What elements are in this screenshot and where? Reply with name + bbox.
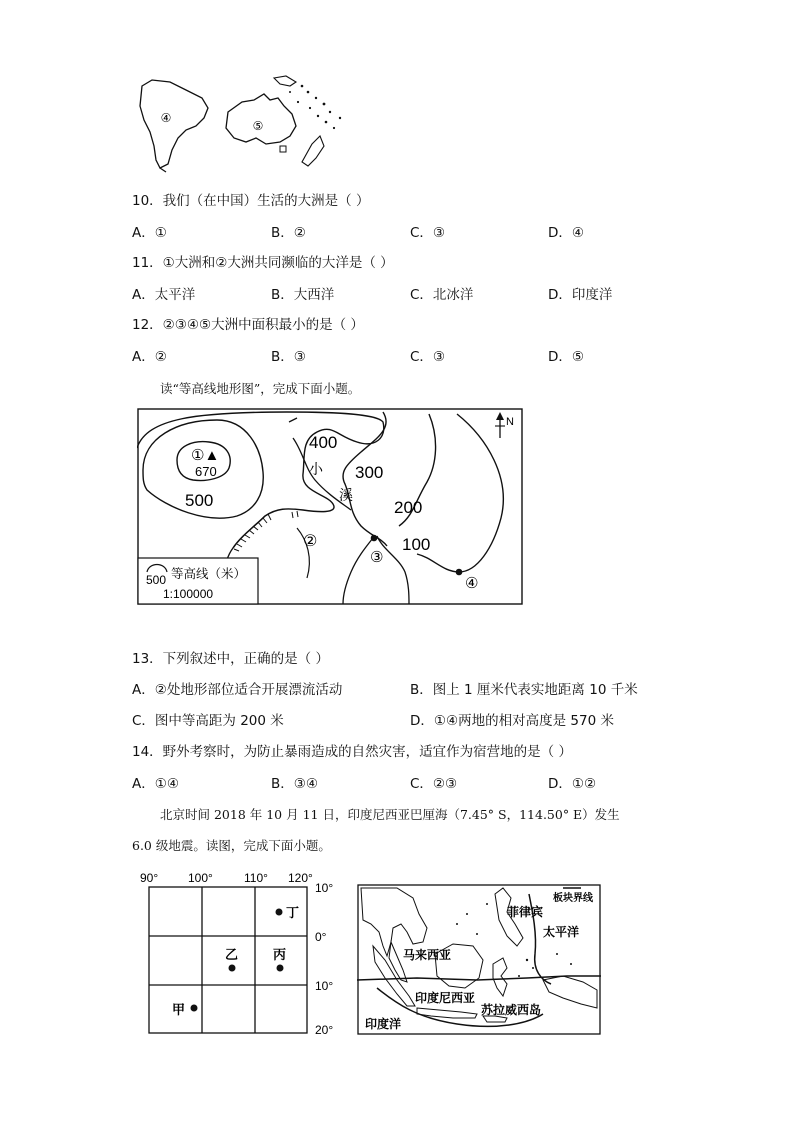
q11-option-d[interactable]: D．印度洋	[548, 287, 613, 303]
point-jia-label: 甲	[172, 1002, 186, 1017]
label-indian-ocean: 印度洋	[365, 1017, 402, 1031]
contour-label-500: 500	[185, 491, 214, 510]
contour-intro-text: 读“等高线地形图”，完成下面小题。	[160, 381, 361, 396]
q13-option-d[interactable]: D．①④两地的相对高度是 570 米	[410, 713, 614, 729]
lat-label-20s: 20°	[315, 1023, 334, 1036]
question-11-stem: 11．①大洲和②大洲共同濒临的大洋是（ ）	[132, 255, 394, 271]
legend-sample-value: 500	[146, 573, 167, 587]
q11-option-c[interactable]: C．北冰洋	[410, 287, 474, 303]
lon-label-100: 100°	[188, 871, 213, 885]
stream-label-1: 小	[309, 461, 323, 477]
point-yi-label: 乙	[225, 947, 239, 962]
q10-option-d[interactable]: D．④	[548, 225, 584, 241]
question-14-stem: 14．野外考察时，为防止暴雨造成的自然灾害，适宜作为宿营地的是（ ）	[132, 744, 572, 760]
contour-label-400: 400	[309, 433, 338, 452]
quake-intro-line-1: 北京时间 2018 年 10 月 11 日，印度尼西亚巴厘海（7.45° S，114.50° E）发生	[160, 807, 620, 822]
label-plate-boundary: 板块界线	[553, 893, 593, 904]
q14-option-d[interactable]: D．①②	[548, 776, 597, 792]
label-pacific: 太平洋	[543, 925, 580, 939]
lat-lon-grid-map	[138, 868, 342, 1036]
question-12-stem: 12．②③④⑤大洲中面积最小的是（ ）	[132, 317, 364, 333]
lat-label-10s: 10°	[315, 979, 334, 993]
q14-option-b[interactable]: B．③④	[271, 776, 318, 792]
point-2-label: ②	[303, 533, 318, 550]
label-sulawesi: 苏拉威西岛	[481, 1003, 542, 1017]
contour-map	[137, 408, 523, 606]
point-4-label: ④	[465, 575, 479, 592]
quake-intro-line-2: 6.0 级地震。读图，完成下面小题。	[132, 838, 331, 853]
q12-option-d[interactable]: D．⑤	[548, 349, 584, 365]
lat-label-0: 0°	[315, 930, 327, 944]
point-bing-label: 丙	[273, 947, 287, 962]
question-10-stem: 10．我们（在中国）生活的大洲是（ ）	[132, 193, 370, 209]
q14-option-a[interactable]: A．①④	[132, 776, 179, 792]
point-bing-dot	[277, 965, 284, 972]
contour-label-100: 100	[402, 535, 431, 554]
southeast-asia-map	[357, 884, 601, 1036]
point-4-dot	[456, 569, 463, 576]
contour-label-300: 300	[355, 463, 384, 482]
q13-option-a[interactable]: A．②处地形部位适合开展漂流活动	[132, 682, 343, 698]
q10-option-b[interactable]: B．②	[271, 225, 306, 241]
point-ding-label: 丁	[286, 905, 300, 920]
q14-option-c[interactable]: C．②③	[410, 776, 458, 792]
label-indonesia: 印度尼西亚	[415, 991, 476, 1005]
point-jia-dot	[191, 1005, 198, 1012]
continent-4-label: ④	[160, 111, 172, 125]
legend-text: 等高线（米）	[171, 567, 247, 581]
peak-elevation: 670	[195, 464, 217, 479]
q13-option-c[interactable]: C．图中等高距为 200 米	[132, 713, 284, 729]
lon-label-120: 120°	[288, 871, 313, 885]
continent-5-label: ⑤	[252, 119, 264, 133]
q11-option-a[interactable]: A．太平洋	[132, 287, 196, 303]
contour-label-200: 200	[394, 498, 423, 517]
continent-outlines-figure	[130, 72, 360, 174]
peak-marker: ①▲	[191, 447, 220, 464]
lon-label-110: 110°	[244, 871, 268, 885]
point-yi-dot	[229, 965, 236, 972]
continent-4-outline	[140, 80, 208, 168]
stream-label-2: 溪	[339, 487, 353, 503]
question-13-stem: 13．下列叙述中，正确的是（ ）	[132, 651, 329, 667]
q12-option-a[interactable]: A．②	[132, 349, 167, 365]
map-scale: 1:100000	[163, 587, 214, 601]
point-3-dot	[371, 535, 378, 542]
point-3-label: ③	[370, 549, 384, 566]
q10-option-a[interactable]: A．①	[132, 225, 167, 241]
label-malaysia: 马来西亚	[403, 948, 452, 962]
q12-option-b[interactable]: B．③	[271, 349, 306, 365]
lon-label-90: 90°	[140, 871, 159, 885]
north-label: N	[506, 416, 514, 428]
q11-option-b[interactable]: B．大西洋	[271, 287, 335, 303]
q12-option-c[interactable]: C．③	[410, 349, 446, 365]
lat-label-10n: 10°	[315, 881, 334, 895]
label-philippines: 菲律宾	[507, 905, 544, 919]
q10-option-c[interactable]: C．③	[410, 225, 446, 241]
q13-option-b[interactable]: B．图上 1 厘米代表实地距离 10 千米	[410, 682, 638, 698]
point-ding-dot	[276, 909, 283, 916]
